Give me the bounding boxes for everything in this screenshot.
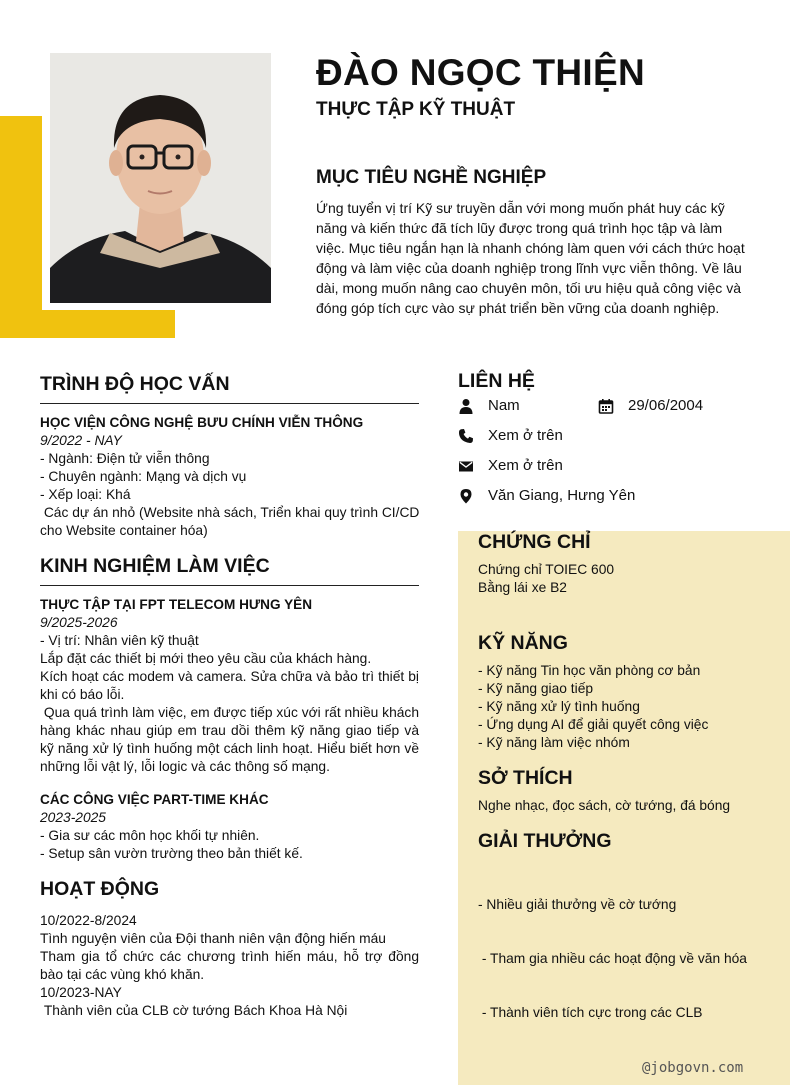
contact-phone xyxy=(458,427,563,444)
phone-icon xyxy=(458,428,474,444)
school-name: HỌC VIỆN CÔNG NGHỆ BƯU CHÍNH VIỄN THÔNG xyxy=(40,415,364,430)
award-item: - Tham gia nhiều các hoạt động về văn hóa xyxy=(478,951,747,966)
location-pin-icon xyxy=(458,488,474,504)
accent-bar-vertical xyxy=(0,116,42,338)
accent-bar-horizontal xyxy=(0,310,175,338)
experience-heading: KINH NGHIỆM LÀM VIỆC xyxy=(40,555,270,577)
objective-heading: MỤC TIÊU NGHỀ NGHIỆP xyxy=(316,167,547,188)
activity-line: 10/2023-NAY xyxy=(40,985,122,1000)
profile-photo xyxy=(50,53,271,303)
job-line: - Setup sân vườn trường theo bản thiết kế. xyxy=(40,846,303,861)
award-item: - Nhiều giải thưởng về cờ tướng xyxy=(478,897,677,912)
skill-item: - Kỹ năng xử lý tình huống xyxy=(478,699,640,714)
activities-block xyxy=(40,912,419,1020)
skill-item: - Ứng dụng AI để giải quyết công việc xyxy=(478,717,709,732)
experience-job-1 xyxy=(40,596,423,776)
job-line: - Vị trí: Nhân viên kỹ thuật xyxy=(40,633,199,648)
contact-gender xyxy=(458,397,520,414)
envelope-icon xyxy=(458,458,474,474)
education-line: - Chuyên ngành: Mạng và dịch vụ xyxy=(40,469,247,484)
skill-item: - Kỹ năng Tin học văn phòng cơ bản xyxy=(478,663,701,678)
calendar-icon xyxy=(598,398,614,414)
job-title: THỰC TẬP TẠI FPT TELECOM HƯNG YÊN xyxy=(40,597,313,612)
job-line: Qua quá trình làm việc, em được tiếp xúc với rất nhiều khách hàng khác nhau giúp em trau dồi thêm kỹ năng giao tiếp và kỹ năng xử lý tình huống một cách linh hoạt. Hiểu biết hơn về những lỗi vật lý, lỗi logic và các thông số mạng. xyxy=(40,705,423,774)
activity-line: 10/2022-8/2024 xyxy=(40,913,137,928)
contact-email xyxy=(458,457,563,474)
education-period: 9/2022 - NAY xyxy=(40,433,122,448)
job-line: - Gia sư các môn học khối tự nhiên. xyxy=(40,828,260,843)
contact-birthday xyxy=(598,397,703,414)
objective-text: Ứng tuyển vị trí Kỹ sư truyền dẫn với mong muốn phát huy các kỹ năng và kiến thức đã tích lũy được trong quá trình học tập và làm việc. Mục tiêu ngắn hạn là nhanh chóng làm quen với cách thức hoạt động và làm việc của doanh nghiệp trong lĩnh vực viễn thông. Về lâu dài, mong muốn nâng cao chuyên môn, tối ưu hiệu quả công việc và đóng góp tích cực vào sự phát triển bền vững của doanh nghiệp. xyxy=(316,200,745,316)
watermark: @jobgovn.com xyxy=(642,1060,744,1076)
skills-heading: KỸ NĂNG xyxy=(478,632,568,654)
skills-list xyxy=(478,662,778,752)
job-period: 9/2025-2026 xyxy=(40,615,118,630)
award-item: - Thành viên tích cực trong các CLB xyxy=(478,1005,703,1020)
education-line: Các dự án nhỏ (Website nhà sách, Triển khai quy trình CI/CD cho Website container hóa) xyxy=(40,505,424,538)
address-value: Văn Giang, Hưng Yên xyxy=(488,487,636,504)
contact-heading: LIÊN HỆ xyxy=(458,370,535,392)
certificates-list xyxy=(478,561,778,597)
birthday-value: 29/06/2004 xyxy=(628,397,704,414)
job-line: Kích hoạt các modem và camera. Sửa chữa và bảo trì thiết bị khi có báo lỗi. xyxy=(40,669,419,702)
education-line: - Ngành: Điện tử viễn thông xyxy=(40,451,210,466)
gender-value: Nam xyxy=(488,397,520,414)
phone-value[interactable]: Xem ở trên xyxy=(488,427,563,444)
hobbies-heading: SỞ THÍCH xyxy=(478,767,573,789)
job-line: Lắp đặt các thiết bị mới theo yêu cầu của khách hàng. xyxy=(40,651,372,666)
experience-job-2 xyxy=(40,791,419,863)
hobbies-text: Nghe nhạc, đọc sách, cờ tướng, đá bóng xyxy=(478,798,731,813)
skill-item: - Kỹ năng làm việc nhóm xyxy=(478,735,630,750)
awards-heading: GIẢI THƯỞNG xyxy=(478,830,612,852)
email-value[interactable]: Xem ở trên xyxy=(488,457,563,474)
education-block xyxy=(40,414,424,540)
job-title: CÁC CÔNG VIỆC PART-TIME KHÁC xyxy=(40,792,269,807)
skill-item: - Kỹ năng giao tiếp xyxy=(478,681,594,696)
education-line: - Xếp loại: Khá xyxy=(40,487,131,502)
education-divider xyxy=(40,403,419,404)
activities-heading: HOẠT ĐỘNG xyxy=(40,878,160,900)
job-title: THỰC TẬP KỸ THUẬT xyxy=(316,99,516,120)
activity-line: Tình nguyện viên của Đội thanh niên vận động hiến máu xyxy=(40,931,386,946)
job-period: 2023-2025 xyxy=(40,810,106,825)
candidate-name: ĐÀO NGỌC THIỆN xyxy=(316,52,645,93)
experience-divider xyxy=(40,585,419,586)
certificate-item: Bằng lái xe B2 xyxy=(478,580,567,595)
certificate-item: Chứng chỉ TOIEC 600 xyxy=(478,562,615,577)
activity-line: Tham gia tổ chức các chương trình hiến máu, hỗ trợ đồng bào tại các vùng khó khăn. xyxy=(40,949,419,982)
awards-list xyxy=(478,860,778,1040)
contact-address xyxy=(458,487,635,504)
education-heading: TRÌNH ĐỘ HỌC VẤN xyxy=(40,373,230,395)
certificates-heading: CHỨNG CHỈ xyxy=(478,531,591,553)
person-icon xyxy=(458,398,474,414)
activity-line: Thành viên của CLB cờ tướng Bách Khoa Hà Nội xyxy=(40,1003,348,1018)
